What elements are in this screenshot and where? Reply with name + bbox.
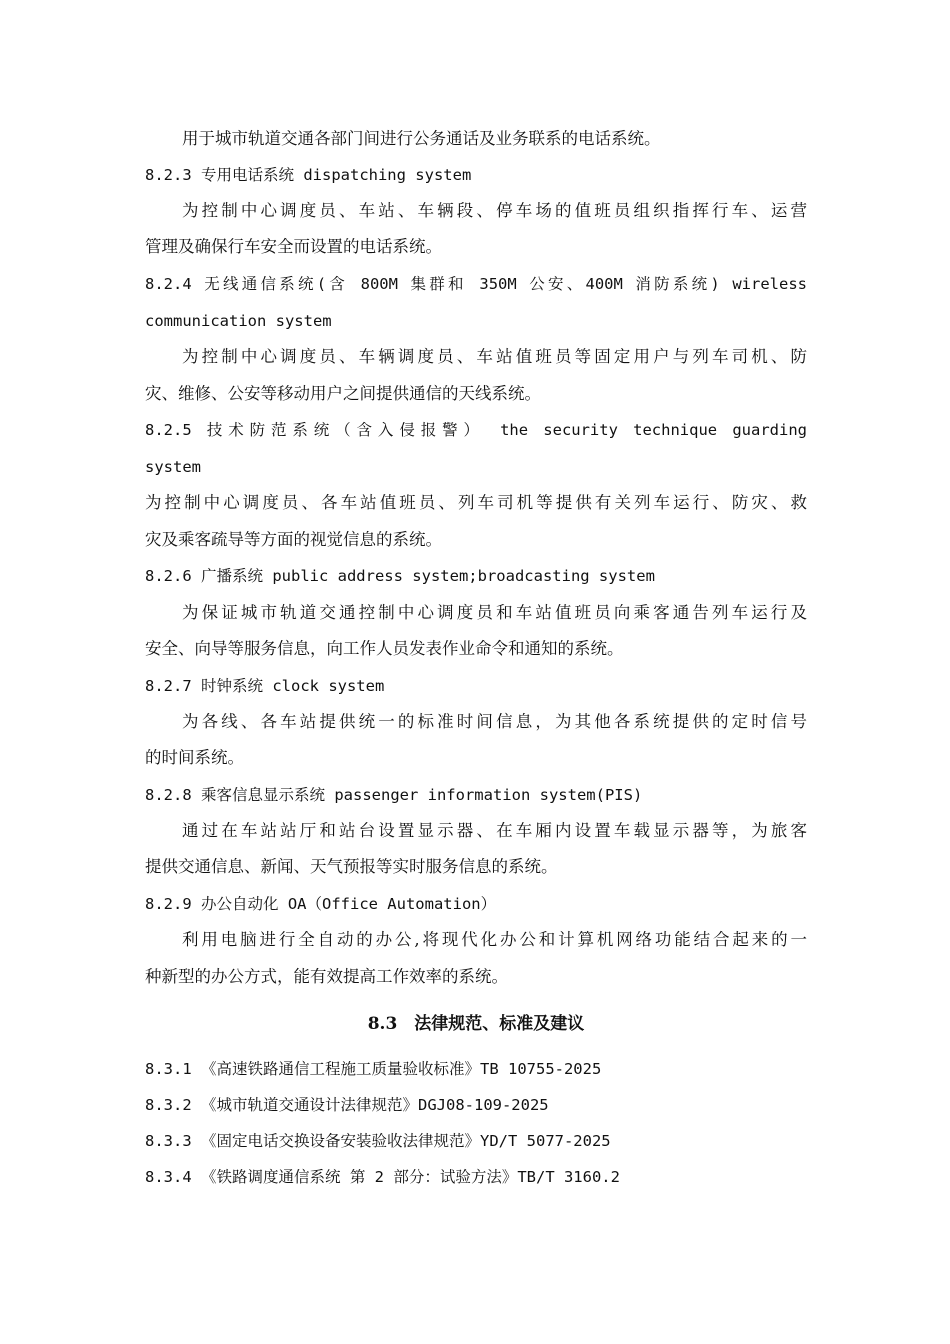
paragraph-line: 灾、维修、公安等移动用户之间提供通信的天线系统。 (145, 384, 541, 403)
paragraph-line: 安全、向导等服务信息，向工作人员发表作业命令和通知的系统。 (145, 639, 624, 658)
paragraph-line: 通过在车站站厅和站台设置显示器、在车厢内设置车载显示器等，为旅客 (182, 821, 807, 840)
paragraph-line: 利用电脑进行全自动的办公,将现代化办公和计算机网络功能结合起来的一 (182, 930, 807, 949)
paragraph-line: 为控制中心调度员、各车站值班员、列车司机等提供有关列车运行、防灾、救 (145, 493, 807, 512)
paragraph-line: 种新型的办公方式，能有效提高工作效率的系统。 (145, 967, 508, 986)
paragraph-line: 为控制中心调度员、车辆调度员、车站值班员等固定用户与列车司机、防 (182, 347, 807, 366)
clause-heading: system (145, 458, 201, 476)
paragraph-line: 为保证城市轨道交通控制中心调度员和车站值班员向乘客通告列车运行及 (182, 603, 807, 622)
paragraph-line: 管理及确保行车安全而设置的电话系统。 (145, 237, 442, 256)
standard-item: 8.3.4 《铁路调度通信系统 第 2 部分：试验方法》TB/T 3160.2 (145, 1168, 620, 1186)
paragraph-line: 为各线、各车站提供统一的标准时间信息，为其他各系统提供的定时信号 (182, 712, 807, 731)
clause-heading: 8.2.3 专用电话系统 dispatching system (145, 166, 472, 184)
clause-heading: 8.2.4 无线通信系统(含 800M 集群和 350M 公安、400M 消防系统) wireless (145, 275, 807, 293)
section-heading: 8.3 法律规范、标准及建议 (367, 1014, 585, 1034)
standard-item: 8.3.1 《高速铁路通信工程施工质量验收标准》TB 10755-2025 (145, 1060, 602, 1078)
clause-heading: 8.2.8 乘客信息显示系统 passenger information system(PIS) (145, 786, 643, 804)
paragraph-line: 为控制中心调度员、车站、车辆段、停车场的值班员组织指挥行车、运营 (182, 201, 807, 220)
clause-heading: 8.2.7 时钟系统 clock system (145, 677, 385, 695)
clause-heading: communication system (145, 312, 332, 330)
clause-heading: 8.2.9 办公自动化 OA（Office Automation） (145, 895, 497, 913)
clause-heading: 8.2.5 技术防范系统（含入侵报警） the security technique guarding (145, 421, 807, 439)
clause-heading: 8.2.6 广播系统 public address system;broadcasting system (145, 567, 655, 585)
paragraph-line: 灾及乘客疏导等方面的视觉信息的系统。 (145, 530, 442, 549)
paragraph-line: 的时间系统。 (145, 748, 244, 767)
paragraph-line: 用于城市轨道交通各部门间进行公务通话及业务联系的电话系统。 (182, 129, 661, 148)
standard-item: 8.3.2 《城市轨道交通设计法律规范》DGJ08-109-2025 (145, 1096, 549, 1114)
paragraph-line: 提供交通信息、新闻、天气预报等实时服务信息的系统。 (145, 857, 558, 876)
standard-item: 8.3.3 《固定电话交换设备安装验收法律规范》YD/T 5077-2025 (145, 1132, 611, 1150)
